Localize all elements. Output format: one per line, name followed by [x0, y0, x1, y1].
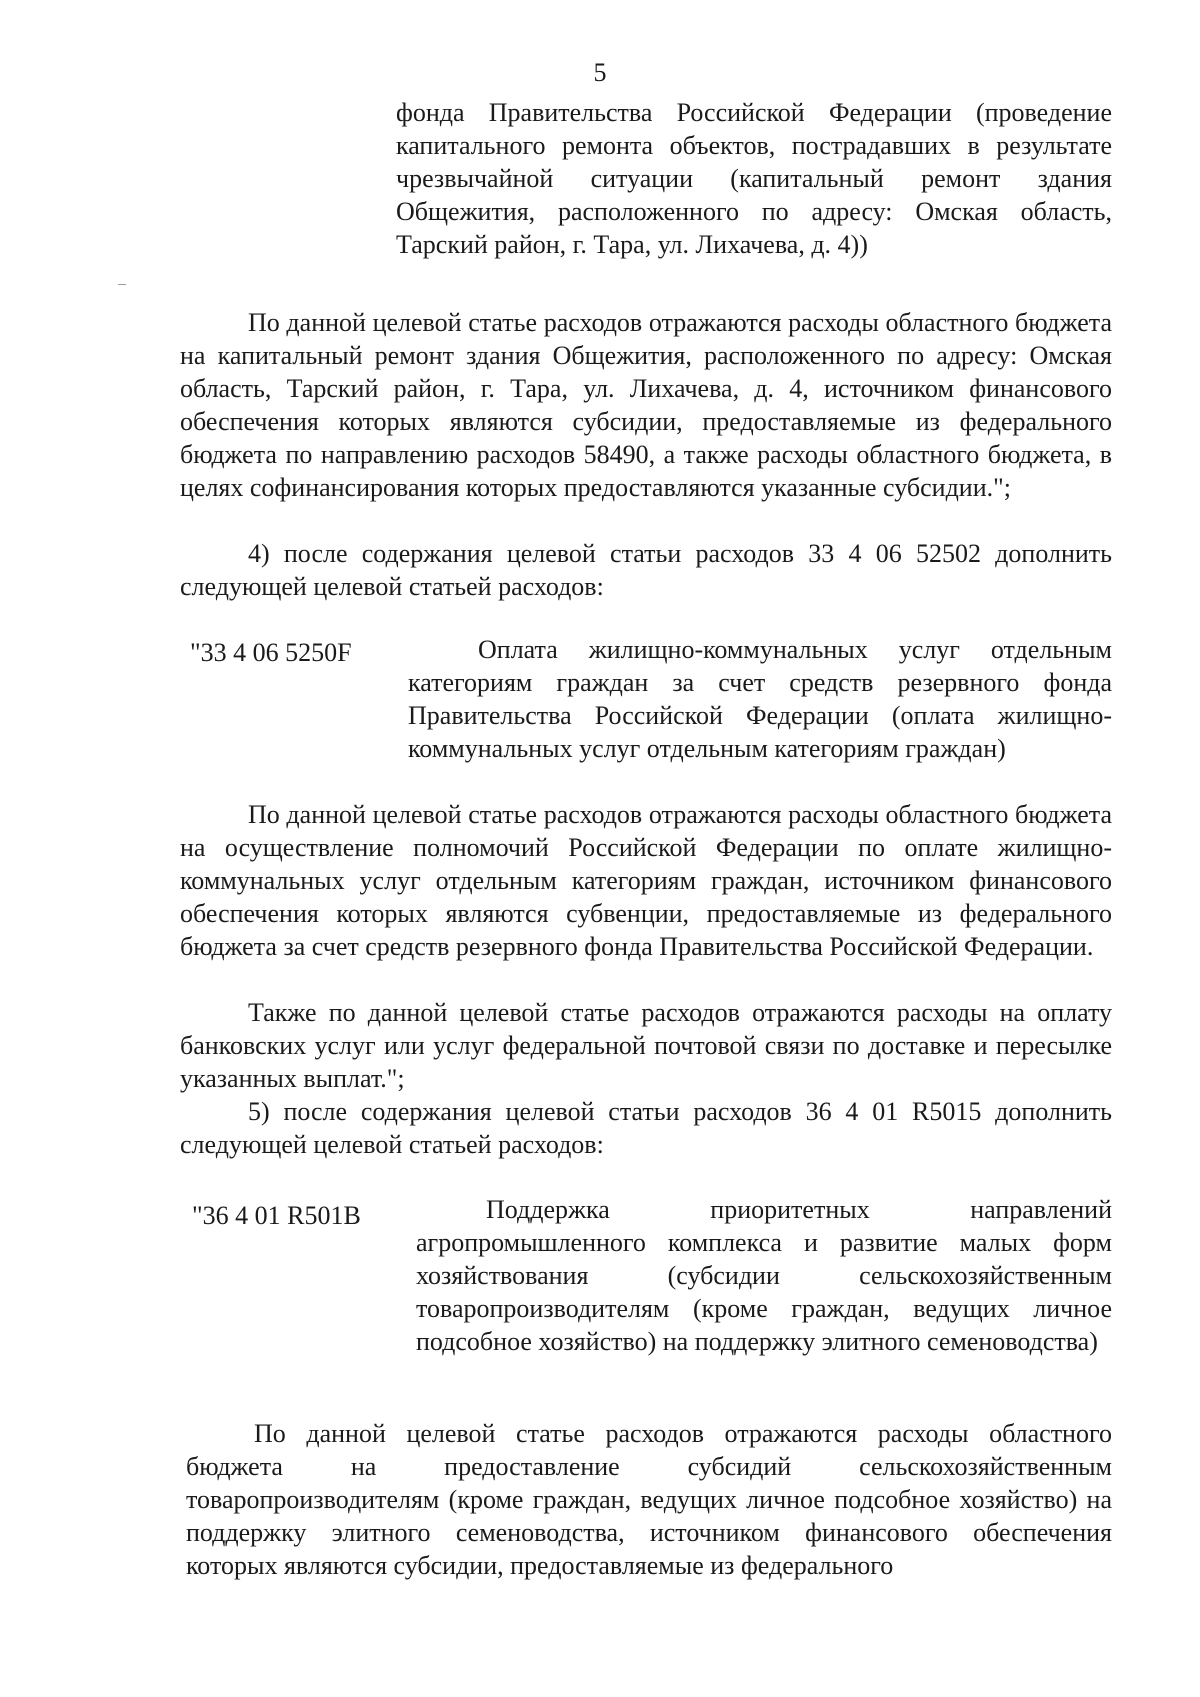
item-1-description: [180, 306, 1112, 504]
point-5-intro-text: 5) после содержания целевой статьи расходов 36 4 01 R5015 дополнить следующей целевой статьей расходов:: [180, 1097, 1112, 1159]
point-5-name-text: Поддержка приоритетных направлений агропромышленного комплекса и развитие малых форм хозяйствования (субсидии сельскохозяйственным товаропроизводителям (кроме граждан, ведущих личное подсобное хозяйство) на поддержку элитного семеноводства): [416, 1195, 1112, 1356]
point-4-name: [408, 633, 1112, 765]
point-5-description: [186, 1417, 1112, 1582]
point-4-description-1: [180, 798, 1112, 963]
point-4-intro-text: 4) после содержания целевой статьи расходов 33 4 06 52502 дополнить следующей целевой статьей расходов:: [180, 539, 1112, 601]
point-4-name-text: Оплата жилищно-коммунальных услуг отдельным категориям граждан за счет средств резервного фонда Правительства Российской Федерации (оплата жилищно-коммунальных услуг отдельным категориям граждан): [408, 635, 1112, 763]
point-5-name: [416, 1193, 1112, 1358]
margin-mark: [118, 284, 126, 285]
point-4-intro: [180, 537, 1112, 603]
item-1-name: [396, 96, 1112, 261]
item-1-description-text: По данной целевой статье расходов отражаются расходы областного бюджета на капитальный ремонт здания Общежития, расположенного по адресу: Омская область, Тарский район, г. Тара, ул. Лихачева, д. 4, источником финансового обеспечения которых являются субсидии, предоставляемые из федерального бюджета по направлению расходов 58490, а также расходы областного бюджета, в целях софинансирования которых предоставляются указанные субсидии.";: [180, 308, 1112, 502]
point-4-description-2-text: Также по данной целевой статье расходов отражаются расходы на оплату банковских услуг или услуг федеральной почтовой связи по доставке и пересылке указанных выплат.";: [180, 998, 1112, 1093]
page-number: 5: [593, 58, 607, 87]
point-5-intro: [180, 1095, 1112, 1161]
point-4-code: "33 4 06 5250F: [190, 638, 352, 667]
item-1-name-text: фонда Правительства Российской Федерации (проведение капитального ремонта объектов, пострадавших в результате чрезвычайной ситуации (капитальный ремонт здания Общежития, расположенного по адресу: Омская область, Тарский район, г. Тара, ул. Лихачева, д. 4)): [396, 98, 1112, 259]
point-4-description-1-text: По данной целевой статье расходов отражаются расходы областного бюджета на осуществление полномочий Российской Федерации по оплате жилищно-коммунальных услуг отдельным категориям граждан, источником финансового обеспечения которых являются субвенции, предоставляемые из федерального бюджета за счет средств резервного фонда Правительства Российской Федерации.: [180, 800, 1112, 961]
point-5-code: "36 4 01 R501B: [192, 1201, 361, 1230]
point-5-description-text: По данной целевой статье расходов отражаются расходы областного бюджета на предоставление субсидий сельскохозяйственным товаропроизводителям (кроме граждан, ведущих личное подсобное хозяйство) на поддержку элитного семеноводства, источником финансового обеспечения которых являются субсидии, предоставляемые из федерального: [186, 1419, 1112, 1580]
point-4-description-2: [180, 996, 1112, 1095]
